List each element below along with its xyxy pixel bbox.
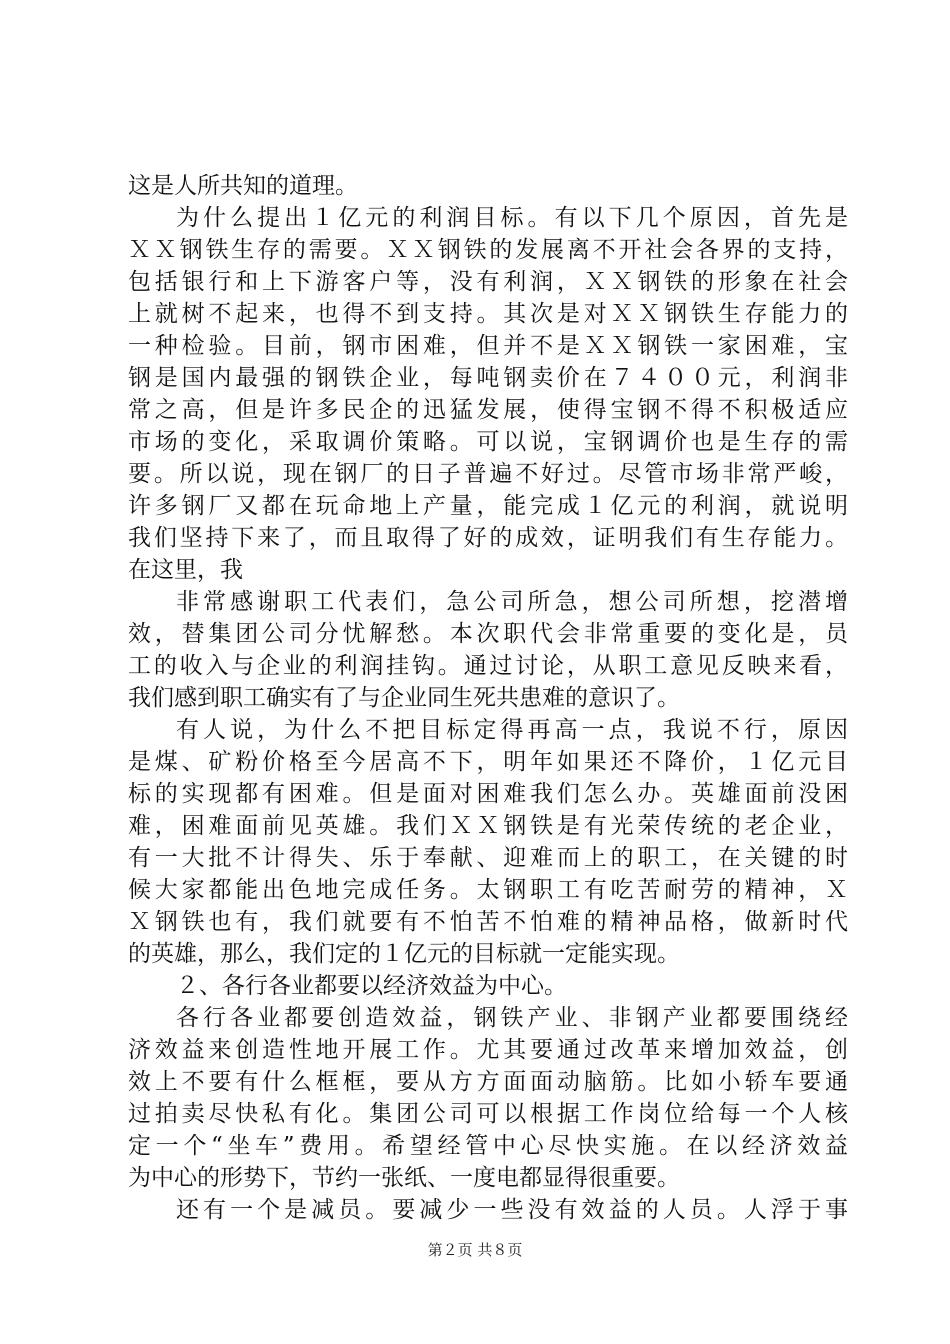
text-line: 我们坚持下来了，而且取得了好的成效，证明我们有生存能力。 — [128, 525, 848, 551]
text-line: 候大家都能出色地完成任务。太钢职工有吃苦耐劳的精神，Ｘ — [128, 877, 848, 903]
text-line: 非常感谢职工代表们，急公司所急，想公司所想，挖潜增 — [176, 589, 848, 615]
text-line: 效上不要有什么框框，要从方方面面动脑筋。比如小轿车要通 — [128, 1069, 848, 1095]
text-line: 是煤、矿粉价格至今居高不下，明年如果还不降价，１亿元目 — [128, 749, 848, 775]
text-line: 过拍卖尽快私有化。集团公司可以根据工作岗位给每一个人核 — [128, 1101, 848, 1127]
text-line: 济效益来创造性地开展工作。尤其要通过改革来增加效益，创 — [128, 1037, 848, 1063]
text-line: Ｘ钢铁也有，我们就要有不怕苦不怕难的精神品格，做新时代 — [128, 909, 848, 935]
text-line: 效，替集团公司分忧解愁。本次职代会非常重要的变化是，员 — [128, 621, 848, 647]
text-line: 常之高，但是许多民企的迅猛发展，使得宝钢不得不积极适应 — [128, 397, 848, 423]
page-footer: 第２页 共８页 — [427, 1241, 523, 1259]
text-line: ＸＸ钢铁生存的需要。ＸＸ钢铁的发展离不开社会各界的支持， — [128, 237, 848, 263]
text-line: ２、各行各业都要以经济效益为中心。 — [176, 973, 567, 999]
text-line: 难，困难面前见英雄。我们ＸＸ钢铁是有光荣传统的老企业， — [128, 813, 848, 839]
text-line: 包括银行和上下游客户等，没有利润，ＸＸ钢铁的形象在社会 — [128, 269, 848, 295]
text-line: 市场的变化，采取调价策略。可以说，宝钢调价也是生存的需 — [128, 429, 848, 455]
text-line: 上就树不起来，也得不到支持。其次是对ＸＸ钢铁生存能力的 — [128, 301, 848, 327]
text-line: 还有一个是减员。要减少一些没有效益的人员。人浮于事 — [176, 1197, 848, 1223]
text-line: 有人说，为什么不把目标定得再高一点，我说不行，原因 — [176, 717, 848, 743]
text-line: 为中心的形势下，节约一张纸、一度电都显得很重要。 — [128, 1165, 680, 1191]
text-line: 钢是国内最强的钢铁企业，每吨钢卖价在７４００元，利润非 — [128, 365, 848, 391]
text-line: 的英雄，那么，我们定的１亿元的目标就一定能实现。 — [128, 941, 680, 967]
text-line: 这是人所共知的道理。 — [128, 173, 358, 199]
text-line: 有一大批不计得失、乐于奉献、迎难而上的职工，在关键的时 — [128, 845, 848, 871]
text-line: 为什么提出１亿元的利润目标。有以下几个原因，首先是 — [176, 205, 848, 231]
text-line: 各行各业都要创造效益，钢铁产业、非钢产业都要围绕经 — [176, 1005, 848, 1031]
text-line: 一种检验。目前，钢市困难，但并不是ＸＸ钢铁一家困难，宝 — [128, 333, 848, 359]
text-line: 我们感到职工确实有了与企业同生死共患难的意识了。 — [128, 685, 680, 711]
body-text — [128, 170, 848, 1226]
text-line: 要。所以说，现在钢厂的日子普遍不好过。尽管市场非常严峻， — [128, 461, 848, 487]
text-line: 标的实现都有困难。但是面对困难我们怎么办。英雄面前没困 — [128, 781, 848, 807]
text-line: 在这里，我 — [128, 557, 243, 583]
text-line: 定一个“坐车”费用。希望经管中心尽快实施。在以经济效益 — [128, 1133, 848, 1159]
text-line: 工的收入与企业的利润挂钩。通过讨论，从职工意见反映来看， — [128, 653, 848, 679]
text-line: 许多钢厂又都在玩命地上产量，能完成１亿元的利润，就说明 — [128, 493, 848, 519]
